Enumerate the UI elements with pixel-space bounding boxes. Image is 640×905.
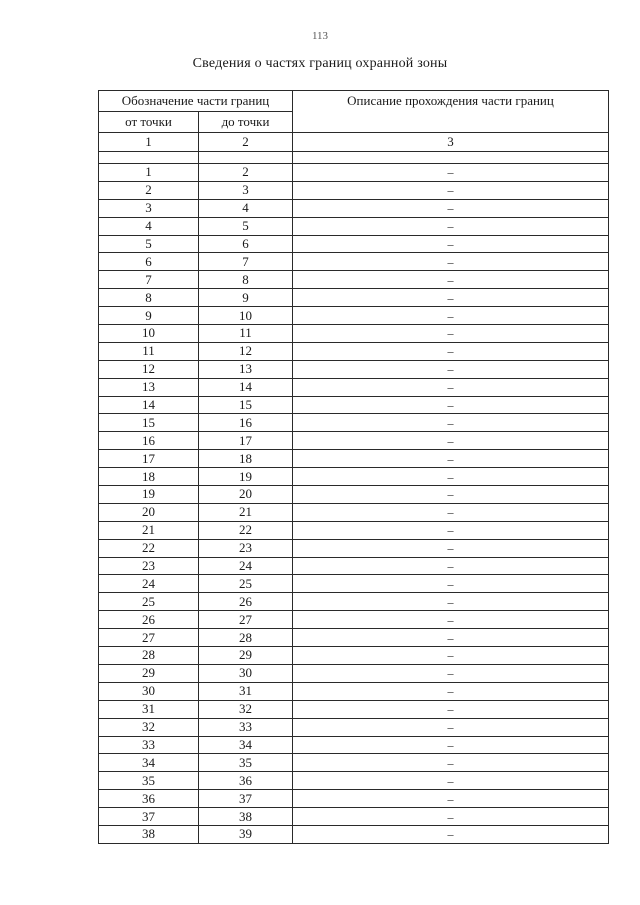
description-cell: – (293, 468, 609, 486)
table-row (99, 772, 609, 790)
to-point-cell: 37 (199, 790, 293, 808)
description-cell: – (293, 271, 609, 289)
from-point-cell: 31 (99, 700, 199, 718)
to-point-cell: 10 (199, 307, 293, 325)
from-point-cell: 5 (99, 235, 199, 253)
column-number-3: 3 (293, 133, 609, 152)
table-row (99, 181, 609, 199)
to-point-cell: 22 (199, 521, 293, 539)
from-point-cell: 37 (99, 808, 199, 826)
from-point-cell: 17 (99, 450, 199, 468)
spacer-cell (199, 152, 293, 164)
to-point-cell: 16 (199, 414, 293, 432)
to-point-cell: 21 (199, 503, 293, 521)
from-point-cell: 11 (99, 342, 199, 360)
from-point-cell: 38 (99, 825, 199, 843)
to-point-cell: 34 (199, 736, 293, 754)
table-row (99, 736, 609, 754)
description-cell: – (293, 790, 609, 808)
table-row (99, 539, 609, 557)
table-row (99, 253, 609, 271)
to-point-cell: 3 (199, 181, 293, 199)
description-cell: – (293, 772, 609, 790)
description-cell: – (293, 557, 609, 575)
header-from-point: от точки (99, 112, 199, 133)
to-point-cell: 4 (199, 199, 293, 217)
description-cell: – (293, 700, 609, 718)
table-row (99, 682, 609, 700)
column-number-1: 1 (99, 133, 199, 152)
to-point-cell: 17 (199, 432, 293, 450)
table-row (99, 164, 609, 182)
from-point-cell: 10 (99, 325, 199, 343)
column-number-2: 2 (199, 133, 293, 152)
description-cell: – (293, 289, 609, 307)
table-row (99, 450, 609, 468)
from-point-cell: 20 (99, 503, 199, 521)
table-row (99, 235, 609, 253)
table-row (99, 700, 609, 718)
table-row (99, 611, 609, 629)
from-point-cell: 29 (99, 664, 199, 682)
table-row (99, 307, 609, 325)
description-cell: – (293, 181, 609, 199)
page-title: Сведения о частях границ охранной зоны (192, 56, 448, 71)
description-cell: – (293, 199, 609, 217)
spacer-cell (293, 152, 609, 164)
from-point-cell: 21 (99, 521, 199, 539)
description-cell: – (293, 432, 609, 450)
to-point-cell: 8 (199, 271, 293, 289)
to-point-cell: 20 (199, 486, 293, 504)
description-cell: – (293, 414, 609, 432)
to-point-cell: 11 (199, 325, 293, 343)
description-cell: – (293, 307, 609, 325)
from-point-cell: 13 (99, 378, 199, 396)
to-point-cell: 14 (199, 378, 293, 396)
from-point-cell: 12 (99, 360, 199, 378)
from-point-cell: 8 (99, 289, 199, 307)
to-point-cell: 38 (199, 808, 293, 826)
boundary-parts-table (98, 90, 609, 844)
from-point-cell: 33 (99, 736, 199, 754)
description-cell: – (293, 575, 609, 593)
table-row (99, 396, 609, 414)
to-point-cell: 13 (199, 360, 293, 378)
to-point-cell: 15 (199, 396, 293, 414)
to-point-cell: 26 (199, 593, 293, 611)
to-point-cell: 19 (199, 468, 293, 486)
description-cell: – (293, 217, 609, 235)
table-row (99, 593, 609, 611)
description-cell: – (293, 593, 609, 611)
from-point-cell: 34 (99, 754, 199, 772)
table-row (99, 647, 609, 665)
table-row (99, 503, 609, 521)
description-cell: – (293, 682, 609, 700)
description-cell: – (293, 647, 609, 665)
from-point-cell: 2 (99, 181, 199, 199)
from-point-cell: 1 (99, 164, 199, 182)
from-point-cell: 19 (99, 486, 199, 504)
from-point-cell: 26 (99, 611, 199, 629)
description-cell: – (293, 235, 609, 253)
to-point-cell: 36 (199, 772, 293, 790)
from-point-cell: 14 (99, 396, 199, 414)
from-point-cell: 22 (99, 539, 199, 557)
from-point-cell: 3 (99, 199, 199, 217)
table-row (99, 664, 609, 682)
from-point-cell: 35 (99, 772, 199, 790)
to-point-cell: 32 (199, 700, 293, 718)
description-cell: – (293, 718, 609, 736)
table-row (99, 360, 609, 378)
to-point-cell: 25 (199, 575, 293, 593)
from-point-cell: 27 (99, 629, 199, 647)
description-cell: – (293, 396, 609, 414)
from-point-cell: 18 (99, 468, 199, 486)
to-point-cell: 12 (199, 342, 293, 360)
header-boundary-designation: Обозначение части границ (99, 91, 293, 112)
from-point-cell: 32 (99, 718, 199, 736)
from-point-cell: 28 (99, 647, 199, 665)
to-point-cell: 18 (199, 450, 293, 468)
table-row (99, 432, 609, 450)
table-row (99, 754, 609, 772)
table-row (99, 808, 609, 826)
table-row (99, 468, 609, 486)
table-row (99, 825, 609, 843)
description-cell: – (293, 378, 609, 396)
description-cell: – (293, 503, 609, 521)
description-cell: – (293, 521, 609, 539)
description-cell: – (293, 736, 609, 754)
from-point-cell: 4 (99, 217, 199, 235)
to-point-cell: 6 (199, 235, 293, 253)
to-point-cell: 28 (199, 629, 293, 647)
from-point-cell: 9 (99, 307, 199, 325)
page-number: 113 (311, 30, 329, 42)
to-point-cell: 27 (199, 611, 293, 629)
table-row (99, 521, 609, 539)
description-cell: – (293, 253, 609, 271)
to-point-cell: 9 (199, 289, 293, 307)
description-cell: – (293, 486, 609, 504)
description-cell: – (293, 539, 609, 557)
description-cell: – (293, 164, 609, 182)
from-point-cell: 16 (99, 432, 199, 450)
table-body (99, 164, 609, 844)
to-point-cell: 29 (199, 647, 293, 665)
spacer-cell (99, 152, 199, 164)
table-row (99, 575, 609, 593)
to-point-cell: 30 (199, 664, 293, 682)
table-row (99, 217, 609, 235)
from-point-cell: 24 (99, 575, 199, 593)
description-cell: – (293, 808, 609, 826)
description-cell: – (293, 825, 609, 843)
description-cell: – (293, 360, 609, 378)
header-to-point: до точки (199, 112, 293, 133)
to-point-cell: 7 (199, 253, 293, 271)
header-description: Описание прохождения части границ (293, 91, 609, 133)
from-point-cell: 23 (99, 557, 199, 575)
to-point-cell: 31 (199, 682, 293, 700)
to-point-cell: 24 (199, 557, 293, 575)
description-cell: – (293, 664, 609, 682)
description-cell: – (293, 342, 609, 360)
table-row (99, 289, 609, 307)
table-row (99, 271, 609, 289)
table-row (99, 414, 609, 432)
table-row (99, 378, 609, 396)
from-point-cell: 7 (99, 271, 199, 289)
description-cell: – (293, 450, 609, 468)
to-point-cell: 23 (199, 539, 293, 557)
description-cell: – (293, 754, 609, 772)
from-point-cell: 6 (99, 253, 199, 271)
table-row (99, 199, 609, 217)
from-point-cell: 36 (99, 790, 199, 808)
to-point-cell: 33 (199, 718, 293, 736)
from-point-cell: 25 (99, 593, 199, 611)
description-cell: – (293, 629, 609, 647)
to-point-cell: 2 (199, 164, 293, 182)
table-row (99, 790, 609, 808)
from-point-cell: 15 (99, 414, 199, 432)
table-row (99, 342, 609, 360)
to-point-cell: 35 (199, 754, 293, 772)
table-row (99, 718, 609, 736)
table-row (99, 325, 609, 343)
from-point-cell: 30 (99, 682, 199, 700)
table-row (99, 557, 609, 575)
to-point-cell: 5 (199, 217, 293, 235)
to-point-cell: 39 (199, 825, 293, 843)
table-row (99, 629, 609, 647)
description-cell: – (293, 611, 609, 629)
table-row (99, 486, 609, 504)
description-cell: – (293, 325, 609, 343)
